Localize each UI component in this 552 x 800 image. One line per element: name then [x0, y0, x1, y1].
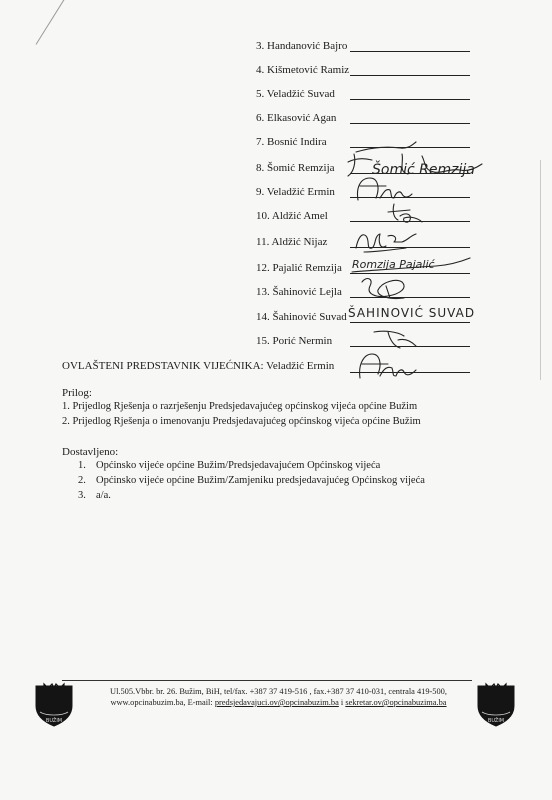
distribution-text: Općinsko vijeće općine Bužim/Predsjedavajućem Općinskog vijeća: [96, 460, 381, 471]
crest-logo-left-text: BUŽIM: [45, 718, 63, 724]
signatory-row: [0, 286, 552, 300]
signatory-row: [0, 136, 552, 150]
signature-line: [350, 173, 470, 174]
signatory-row: [0, 262, 552, 276]
distribution-text: a/a.: [96, 490, 111, 501]
signatory-row: [0, 311, 552, 325]
prilog-title: Prilog:: [62, 387, 92, 399]
footer-address: [86, 686, 471, 708]
email-link-sekretar[interactable]: sekretar.ov@opcinabuzima.ba: [345, 698, 447, 707]
signature-somic-text: Šomić Remzija: [372, 162, 475, 178]
signatory-name: 6. Elkasović Agan: [256, 112, 337, 124]
footer-separator: i: [338, 698, 346, 707]
signatory-name: 7. Bosnić Indira: [256, 136, 327, 148]
signature-line: [350, 273, 470, 274]
signature-line: [350, 297, 470, 298]
signatory-name: 5. Veladžić Suvad: [256, 88, 335, 100]
signature-line: [350, 51, 470, 52]
authorized-representative: OVLAŠTENI PREDSTAVNIK VIJEĆNIKA: Veladžić Ermin: [62, 360, 335, 372]
signatory-name: 14. Šahinović Suvad: [256, 311, 347, 323]
signatory-row: [0, 40, 552, 54]
distribution-number: 2.: [78, 475, 86, 486]
distribution-item: [78, 490, 111, 501]
signatory-row: [0, 64, 552, 78]
signature-line: [350, 147, 470, 148]
signatory-row: [0, 186, 552, 200]
signature-line: [350, 372, 470, 373]
signature-line: [350, 221, 470, 222]
signatory-row: [0, 335, 552, 349]
scan-artifact-line: [36, 0, 69, 45]
distribution-item: [78, 475, 425, 486]
distribution-item: [78, 460, 380, 471]
footer-website: www.opcinabuzim.ba, E-mail:: [110, 698, 215, 707]
signatory-name: 12. Pajalić Remzija: [256, 262, 342, 274]
signature-line: [350, 99, 470, 100]
footer-contact-line: Ul.505.Vbbr. br. 26. Bužim, BiH, tel/fax. +387 37 419-516 , fax.+387 37 410-031, centrala 419-500,: [110, 687, 447, 696]
signature-pajalic-text: Romzija Pajalić: [352, 258, 435, 271]
distribution-text: Općinsko vijeće općine Bužim/Zamjeniku predsjedavajućeg Općinskog vijeća: [96, 475, 425, 486]
attachment-item: 1. Prijedlog Rješenja o razrješenju Predsjedavajućeg općinskog vijeća općine Bužim: [62, 401, 418, 412]
signatory-row: [0, 112, 552, 126]
email-link-predsjedavajuci[interactable]: predsjedavajuci.ov@opcinabuzim.ba: [214, 698, 339, 707]
signature-sahinovic-text: ŠAHINOVIĆ SUVAD: [348, 306, 476, 320]
footer-web-line: [86, 697, 471, 708]
signature-representative: [350, 346, 422, 386]
signatory-name: 10. Aldžić Amel: [256, 210, 328, 222]
signature-line: [350, 247, 470, 248]
signature-line: [350, 75, 470, 76]
signature-line: [350, 346, 470, 347]
distribution-number: 1.: [78, 460, 86, 471]
signatory-name: 8. Šomić Remzija: [256, 162, 335, 174]
signatory-name: 9. Veladžić Ermin: [256, 186, 335, 198]
signatory-row: [0, 88, 552, 102]
signatory-name: 15. Porić Nermin: [256, 335, 333, 347]
signatory-name: 3. Handanović Bajro: [256, 40, 348, 52]
dostavljeno-title: Dostavljeno:: [62, 446, 119, 458]
signatory-name: 4. Kišmetović Ramiz: [256, 64, 350, 76]
signatory-row: [0, 236, 552, 250]
footer-rule: [62, 680, 472, 681]
signatory-row: [0, 162, 552, 176]
crest-logo-right: [472, 682, 520, 728]
signature-line: [350, 322, 470, 323]
signature-line: [350, 197, 470, 198]
crest-logo-right-text: BUŽIM: [487, 718, 505, 724]
crest-logo-left: [30, 682, 78, 728]
signatory-name: 13. Šahinović Lejla: [256, 286, 342, 298]
distribution-number: 3.: [78, 490, 86, 501]
signature-line: [350, 123, 470, 124]
signatory-row: [0, 210, 552, 224]
signatory-name: 11. Aldžić Nijaz: [256, 236, 328, 248]
attachment-item: 2. Prijedlog Rješenja o imenovanju Predsjedavajućeg općinskog vijeća općine Bužim: [62, 416, 421, 427]
